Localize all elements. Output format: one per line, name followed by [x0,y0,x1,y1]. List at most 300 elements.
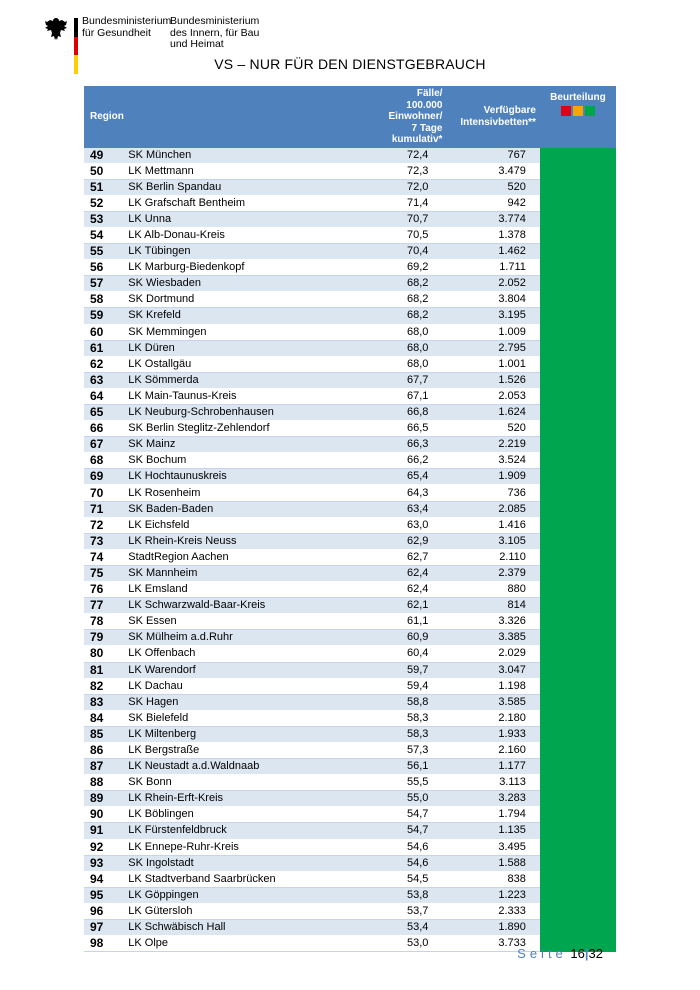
row-icu-beds: 3.479 [446,163,539,179]
row-region-name: SK Essen [124,614,357,630]
row-icu-beds: 1.378 [446,227,539,243]
table-row [84,582,616,598]
row-region-name: SK Ingolstadt [124,855,357,871]
row-rating-green [540,324,616,340]
row-rank: 83 [84,694,124,710]
table-row [84,501,616,517]
row-rating-green [540,163,616,179]
row-rank: 91 [84,823,124,839]
row-icu-beds: 1.933 [446,726,539,742]
row-rank: 61 [84,340,124,356]
row-rating-green [540,211,616,227]
row-icu-beds: 1.135 [446,823,539,839]
row-region-name: SK Baden-Baden [124,501,357,517]
row-region-name: LK Rosenheim [124,485,357,501]
table-row [84,630,616,646]
table-row [84,742,616,758]
table-row [84,823,616,839]
row-region-name: SK Dortmund [124,292,357,308]
row-icu-beds: 814 [446,598,539,614]
row-cases: 53,7 [357,903,446,919]
table-row [84,855,616,871]
table-row [84,276,616,292]
row-rating-green [540,614,616,630]
row-rating-green [540,501,616,517]
row-region-name: SK Bonn [124,775,357,791]
row-rank: 72 [84,517,124,533]
row-cases: 53,8 [357,887,446,903]
row-icu-beds: 3.385 [446,630,539,646]
page-footer [517,946,603,961]
row-rating-green [540,775,616,791]
row-rating-green [540,920,616,936]
row-rank: 81 [84,662,124,678]
row-rating-green [540,388,616,404]
row-rating-green [540,195,616,211]
row-region-name: LK Rhein-Kreis Neuss [124,533,357,549]
row-icu-beds: 1.794 [446,807,539,823]
table-row [84,195,616,211]
row-cases: 68,0 [357,356,446,372]
row-cases: 54,5 [357,871,446,887]
row-rank: 63 [84,372,124,388]
row-icu-beds: 2.333 [446,903,539,919]
row-region-name: LK Sömmerda [124,372,357,388]
row-rank: 70 [84,485,124,501]
row-cases: 66,3 [357,437,446,453]
table-row [84,887,616,903]
row-cases: 61,1 [357,614,446,630]
row-region-name: LK Eichsfeld [124,517,357,533]
row-rank: 90 [84,807,124,823]
row-rank: 73 [84,533,124,549]
page-total: 32 [588,946,603,961]
row-region-name: LK Warendorf [124,662,357,678]
row-region-name: LK Neustadt a.d.Waldnaab [124,759,357,775]
row-rank: 74 [84,549,124,565]
row-icu-beds: 3.774 [446,211,539,227]
row-cases: 71,4 [357,195,446,211]
table-row [84,244,616,260]
ministry-interior-name: Bundesministerium des Innern, für Bau und Heimat [170,15,260,50]
table-row [84,388,616,404]
row-region-name: LK Dachau [124,678,357,694]
row-cases: 54,7 [357,807,446,823]
rating-green-square [585,106,595,116]
row-icu-beds: 2.795 [446,340,539,356]
row-cases: 55,5 [357,775,446,791]
row-rating-green [540,678,616,694]
table-row [84,227,616,243]
row-icu-beds: 1.526 [446,372,539,388]
row-icu-beds: 736 [446,485,539,501]
row-rating-green [540,549,616,565]
row-rank: 95 [84,887,124,903]
row-icu-beds: 2.180 [446,710,539,726]
table-row [84,324,616,340]
row-region-name: LK Böblingen [124,807,357,823]
row-region-name: SK Berlin Spandau [124,179,357,195]
row-cases: 66,2 [357,453,446,469]
row-region-name: SK Mainz [124,437,357,453]
row-region-name: LK Unna [124,211,357,227]
row-rating-green [540,533,616,549]
table-row [84,356,616,372]
table-row [84,565,616,581]
table-row [84,453,616,469]
row-rank: 49 [84,148,124,164]
table-row [84,437,616,453]
row-region-name: LK Offenbach [124,646,357,662]
row-rating-green [540,469,616,485]
table-row [84,549,616,565]
row-rank: 85 [84,726,124,742]
row-region-name: LK Ennepe-Ruhr-Kreis [124,839,357,855]
row-cases: 67,1 [357,388,446,404]
row-rank: 97 [84,920,124,936]
row-region-name: LK Gütersloh [124,903,357,919]
table-row [84,405,616,421]
row-icu-beds: 1.001 [446,356,539,372]
row-cases: 59,7 [357,662,446,678]
row-icu-beds: 3.195 [446,308,539,324]
row-rating-green [540,646,616,662]
row-rating-green [540,421,616,437]
row-icu-beds: 2.053 [446,388,539,404]
header-rating: Beurteilung [540,86,616,148]
row-cases: 63,4 [357,501,446,517]
row-icu-beds: 2.110 [446,549,539,565]
row-rating-green [540,742,616,758]
row-rating-green [540,871,616,887]
row-icu-beds: 1.462 [446,244,539,260]
row-cases: 68,0 [357,340,446,356]
row-rank: 96 [84,903,124,919]
row-cases: 63,0 [357,517,446,533]
table-row [84,871,616,887]
row-icu-beds: 3.524 [446,453,539,469]
page-separator: | [584,946,589,961]
row-cases: 59,4 [357,678,446,694]
row-cases: 58,3 [357,710,446,726]
row-cases: 65,4 [357,469,446,485]
row-icu-beds: 1.223 [446,887,539,903]
row-region-name: LK Rhein-Erft-Kreis [124,791,357,807]
table-row [84,775,616,791]
table-row [84,148,616,164]
row-cases: 54,6 [357,855,446,871]
row-rating-green [540,227,616,243]
row-icu-beds: 1.624 [446,405,539,421]
row-region-name: LK Ostallgäu [124,356,357,372]
row-rank: 69 [84,469,124,485]
row-rank: 62 [84,356,124,372]
row-rank: 77 [84,598,124,614]
row-rating-green [540,372,616,388]
row-icu-beds: 1.890 [446,920,539,936]
row-region-name: LK Stadtverband Saarbrücken [124,871,357,887]
row-region-name: LK Bergstraße [124,742,357,758]
row-rating-green [540,662,616,678]
row-rating-green [540,276,616,292]
table-row [84,340,616,356]
row-icu-beds: 1.416 [446,517,539,533]
row-region-name: LK Fürstenfeldbruck [124,823,357,839]
row-rank: 82 [84,678,124,694]
row-rating-green [540,726,616,742]
row-rank: 89 [84,791,124,807]
table-row [84,791,616,807]
row-rank: 76 [84,582,124,598]
row-rank: 57 [84,276,124,292]
row-cases: 54,6 [357,839,446,855]
table-row [84,710,616,726]
table-row [84,421,616,437]
row-region-name: LK Schwarzwald-Baar-Kreis [124,598,357,614]
table-row [84,598,616,614]
row-rating-green [540,292,616,308]
row-rating-green [540,405,616,421]
row-icu-beds: 520 [446,421,539,437]
row-rank: 79 [84,630,124,646]
row-rank: 52 [84,195,124,211]
row-rating-green [540,630,616,646]
row-region-name: LK Neuburg-Schrobenhausen [124,405,357,421]
row-rating-green [540,839,616,855]
row-rank: 51 [84,179,124,195]
table-row [84,920,616,936]
row-rating-green [540,791,616,807]
table-row [84,292,616,308]
row-cases: 66,8 [357,405,446,421]
row-cases: 55,0 [357,791,446,807]
page-number: 16 [570,946,585,961]
row-icu-beds: 3.047 [446,662,539,678]
row-rank: 98 [84,936,124,952]
row-rank: 88 [84,775,124,791]
region-table [84,86,616,952]
row-icu-beds: 880 [446,582,539,598]
row-cases: 62,4 [357,565,446,581]
row-icu-beds: 2.219 [446,437,539,453]
row-icu-beds: 2.379 [446,565,539,581]
row-icu-beds: 1.177 [446,759,539,775]
table-row [84,163,616,179]
row-rank: 80 [84,646,124,662]
rating-red-square [561,106,571,116]
row-rating-green [540,903,616,919]
row-cases: 67,7 [357,372,446,388]
row-region-name: LK Grafschaft Bentheim [124,195,357,211]
row-icu-beds: 2.160 [446,742,539,758]
federal-eagle-icon [44,16,68,42]
row-cases: 57,3 [357,742,446,758]
ministry-health-name: Bundesministerium für Gesundheit [82,15,172,39]
row-region-name: SK Memmingen [124,324,357,340]
row-icu-beds: 838 [446,871,539,887]
table-row [84,662,616,678]
row-icu-beds: 1.909 [446,469,539,485]
row-cases: 62,4 [357,582,446,598]
table-row [84,646,616,662]
row-icu-beds: 520 [446,179,539,195]
classification-title: VS – NUR FÜR DEN DIENSTGEBRAUCH [214,56,486,72]
row-icu-beds: 2.029 [446,646,539,662]
row-rating-green [540,244,616,260]
row-rank: 92 [84,839,124,855]
row-region-name: LK Tübingen [124,244,357,260]
row-cases: 54,7 [357,823,446,839]
header-region: Region [84,86,357,148]
table-row [84,694,616,710]
row-rating-green [540,437,616,453]
row-icu-beds: 1.588 [446,855,539,871]
table-row [84,485,616,501]
row-rank: 68 [84,453,124,469]
row-cases: 58,8 [357,694,446,710]
header-icu-beds: Verfügbare Intensivbetten** [446,86,539,148]
table-row [84,469,616,485]
row-region-name: SK Berlin Steglitz-Zehlendorf [124,421,357,437]
table-row [84,903,616,919]
row-rating-green [540,694,616,710]
row-rank: 50 [84,163,124,179]
table-row [84,614,616,630]
row-rating-green [540,485,616,501]
row-cases: 68,2 [357,276,446,292]
row-region-name: LK Mettmann [124,163,357,179]
row-icu-beds: 942 [446,195,539,211]
row-rank: 65 [84,405,124,421]
row-cases: 60,9 [357,630,446,646]
rating-legend [544,106,612,119]
row-region-name: LK Olpe [124,936,357,952]
row-rank: 54 [84,227,124,243]
row-rating-green [540,807,616,823]
row-region-name: LK Schwäbisch Hall [124,920,357,936]
header-cases: Fälle/ 100.000 Einwohner/ 7 Tage kumulativ* [357,86,446,148]
row-region-name: LK Düren [124,340,357,356]
table-row [84,533,616,549]
row-rank: 66 [84,421,124,437]
row-cases: 72,3 [357,163,446,179]
row-icu-beds: 3.733 [446,936,539,952]
row-rank: 56 [84,260,124,276]
page-label: Seite [517,946,567,961]
row-cases: 68,2 [357,308,446,324]
row-rank: 64 [84,388,124,404]
row-rank: 86 [84,742,124,758]
row-rank: 59 [84,308,124,324]
row-icu-beds: 3.495 [446,839,539,855]
row-rating-green [540,823,616,839]
row-icu-beds: 3.326 [446,614,539,630]
row-rating-green [540,855,616,871]
row-icu-beds: 2.085 [446,501,539,517]
table-row [84,260,616,276]
row-rank: 75 [84,565,124,581]
row-rating-green [540,340,616,356]
row-icu-beds: 767 [446,148,539,164]
row-region-name: SK München [124,148,357,164]
row-region-name: SK Hagen [124,694,357,710]
row-cases: 69,2 [357,260,446,276]
row-cases: 70,7 [357,211,446,227]
row-cases: 64,3 [357,485,446,501]
row-cases: 56,1 [357,759,446,775]
row-region-name: SK Mülheim a.d.Ruhr [124,630,357,646]
row-rank: 58 [84,292,124,308]
table-row [84,179,616,195]
row-cases: 70,5 [357,227,446,243]
row-region-name: LK Marburg-Biedenkopf [124,260,357,276]
row-cases: 62,7 [357,549,446,565]
row-region-name: LK Main-Taunus-Kreis [124,388,357,404]
row-rank: 67 [84,437,124,453]
row-icu-beds: 3.105 [446,533,539,549]
row-rating-green [540,260,616,276]
row-rating-green [540,356,616,372]
row-rating-green [540,582,616,598]
row-cases: 60,4 [357,646,446,662]
row-region-name: SK Krefeld [124,308,357,324]
row-cases: 66,5 [357,421,446,437]
row-rank: 55 [84,244,124,260]
row-cases: 58,3 [357,726,446,742]
row-rating-green [540,308,616,324]
row-rating-green [540,453,616,469]
row-cases: 53,0 [357,936,446,952]
table-row [84,372,616,388]
row-rank: 53 [84,211,124,227]
row-rating-green [540,565,616,581]
row-rating-green [540,759,616,775]
row-region-name: SK Wiesbaden [124,276,357,292]
row-rank: 94 [84,871,124,887]
row-cases: 72,0 [357,179,446,195]
row-icu-beds: 3.113 [446,775,539,791]
row-cases: 72,4 [357,148,446,164]
row-icu-beds: 3.585 [446,694,539,710]
row-region-name: SK Bochum [124,453,357,469]
row-rating-green [540,710,616,726]
table-row [84,308,616,324]
row-rank: 84 [84,710,124,726]
row-region-name: LK Alb-Donau-Kreis [124,227,357,243]
row-icu-beds: 3.283 [446,791,539,807]
table-row [84,807,616,823]
row-icu-beds: 1.198 [446,678,539,694]
row-rank: 78 [84,614,124,630]
row-cases: 70,4 [357,244,446,260]
row-icu-beds: 2.052 [446,276,539,292]
row-rating-green [540,598,616,614]
row-cases: 68,0 [357,324,446,340]
row-cases: 53,4 [357,920,446,936]
row-rating-green [540,887,616,903]
row-rank: 71 [84,501,124,517]
table-row [84,726,616,742]
rating-orange-square [573,106,583,116]
row-region-name: StadtRegion Aachen [124,549,357,565]
row-rank: 87 [84,759,124,775]
table-row [84,211,616,227]
row-region-name: LK Hochtaunuskreis [124,469,357,485]
table-row [84,517,616,533]
row-rank: 60 [84,324,124,340]
table-row [84,759,616,775]
row-region-name: LK Emsland [124,582,357,598]
